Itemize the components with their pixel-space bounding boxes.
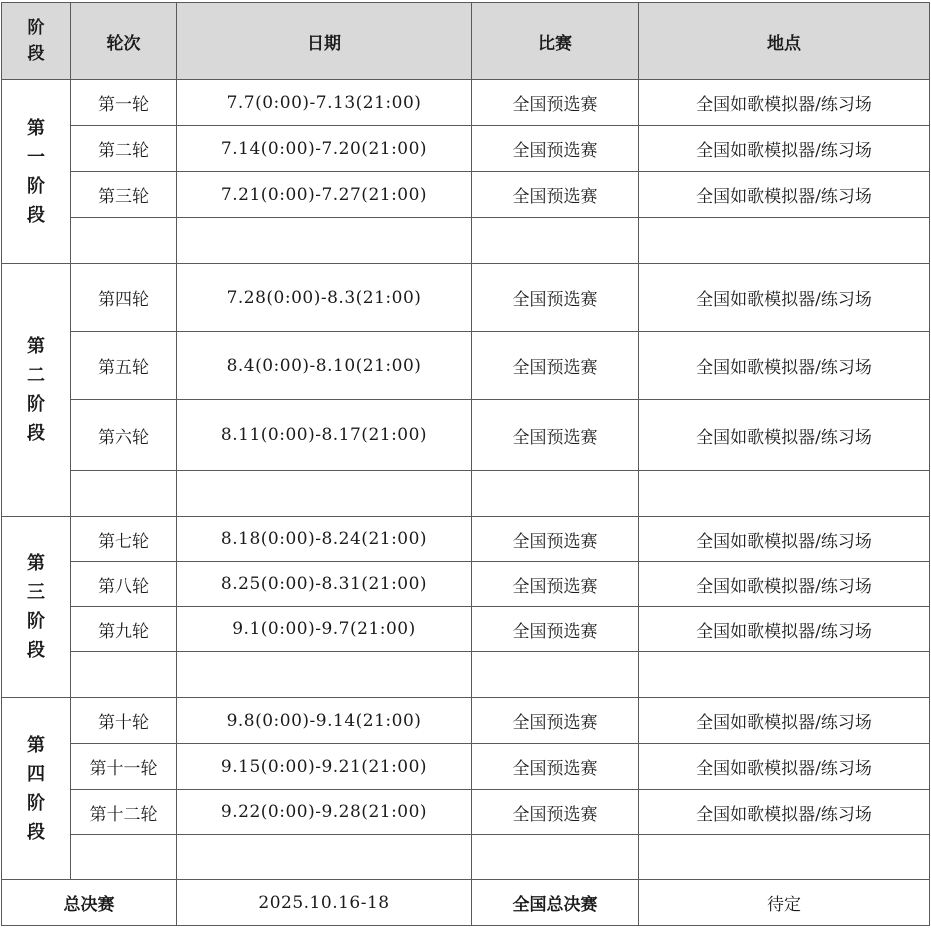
- empty-cell: [639, 218, 930, 264]
- header-match: 比赛: [472, 3, 639, 80]
- final-date: 2025.10.16-18: [177, 880, 472, 926]
- round-cell: 第五轮: [71, 332, 177, 400]
- stage-label: 第二阶段: [2, 264, 71, 517]
- venue-cell: 全国如歌模拟器/练习场: [639, 517, 930, 562]
- schedule-table: [1, 2, 930, 926]
- empty-cell: [71, 471, 177, 517]
- empty-cell: [177, 471, 472, 517]
- table-row: [2, 517, 930, 562]
- venue-cell: 全国如歌模拟器/练习场: [639, 332, 930, 400]
- table-row: [2, 607, 930, 652]
- match-cell: 全国预选赛: [472, 607, 639, 652]
- empty-row: [2, 652, 930, 698]
- final-row: [2, 880, 930, 926]
- stage-label: 第一阶段: [2, 80, 71, 264]
- round-cell: 第四轮: [71, 264, 177, 332]
- stage-label: 第三阶段: [2, 517, 71, 698]
- round-cell: 第九轮: [71, 607, 177, 652]
- date-cell: 8.4(0:00)-8.10(21:00): [177, 332, 472, 400]
- empty-row: [2, 835, 930, 880]
- final-label: 总决赛: [2, 880, 177, 926]
- venue-cell: 全国如歌模拟器/练习场: [639, 562, 930, 607]
- table-row: [2, 126, 930, 172]
- match-cell: 全国预选赛: [472, 562, 639, 607]
- round-cell: 第八轮: [71, 562, 177, 607]
- venue-cell: 全国如歌模拟器/练习场: [639, 264, 930, 332]
- date-cell: 9.22(0:00)-9.28(21:00): [177, 790, 472, 835]
- match-cell: 全国预选赛: [472, 698, 639, 744]
- date-cell: 9.8(0:00)-9.14(21:00): [177, 698, 472, 744]
- empty-cell: [472, 835, 639, 880]
- venue-cell: 全国如歌模拟器/练习场: [639, 744, 930, 790]
- header-venue: 地点: [639, 3, 930, 80]
- round-cell: 第六轮: [71, 400, 177, 471]
- empty-cell: [472, 218, 639, 264]
- date-cell: 7.14(0:00)-7.20(21:00): [177, 126, 472, 172]
- table-row: [2, 562, 930, 607]
- header-date: 日期: [177, 3, 472, 80]
- venue-cell: 全国如歌模拟器/练习场: [639, 172, 930, 218]
- round-cell: 第一轮: [71, 80, 177, 126]
- match-cell: 全国预选赛: [472, 126, 639, 172]
- venue-cell: 全国如歌模拟器/练习场: [639, 400, 930, 471]
- table-row: [2, 332, 930, 400]
- venue-cell: 全国如歌模拟器/练习场: [639, 607, 930, 652]
- empty-cell: [177, 218, 472, 264]
- round-cell: 第十一轮: [71, 744, 177, 790]
- match-cell: 全国预选赛: [472, 80, 639, 126]
- venue-cell: 全国如歌模拟器/练习场: [639, 790, 930, 835]
- table-row: [2, 790, 930, 835]
- date-cell: 9.15(0:00)-9.21(21:00): [177, 744, 472, 790]
- table-row: [2, 744, 930, 790]
- table-row: [2, 698, 930, 744]
- round-cell: 第三轮: [71, 172, 177, 218]
- round-cell: 第七轮: [71, 517, 177, 562]
- header-row: [2, 3, 930, 80]
- date-cell: 7.28(0:00)-8.3(21:00): [177, 264, 472, 332]
- round-cell: 第十二轮: [71, 790, 177, 835]
- empty-cell: [177, 652, 472, 698]
- empty-cell: [472, 652, 639, 698]
- date-cell: 8.18(0:00)-8.24(21:00): [177, 517, 472, 562]
- empty-cell: [71, 652, 177, 698]
- empty-row: [2, 471, 930, 517]
- final-venue: 待定: [639, 880, 930, 926]
- header-round: 轮次: [71, 3, 177, 80]
- final-match: 全国总决赛: [472, 880, 639, 926]
- date-cell: 9.1(0:00)-9.7(21:00): [177, 607, 472, 652]
- match-cell: 全国预选赛: [472, 744, 639, 790]
- venue-cell: 全国如歌模拟器/练习场: [639, 698, 930, 744]
- date-cell: 7.7(0:00)-7.13(21:00): [177, 80, 472, 126]
- match-cell: 全国预选赛: [472, 332, 639, 400]
- empty-cell: [71, 835, 177, 880]
- table-row: [2, 400, 930, 471]
- header-stage: 阶段: [2, 3, 71, 80]
- empty-cell: [639, 652, 930, 698]
- match-cell: 全国预选赛: [472, 172, 639, 218]
- table-row: [2, 80, 930, 126]
- table-row: [2, 264, 930, 332]
- venue-cell: 全国如歌模拟器/练习场: [639, 126, 930, 172]
- match-cell: 全国预选赛: [472, 517, 639, 562]
- match-cell: 全国预选赛: [472, 400, 639, 471]
- match-cell: 全国预选赛: [472, 264, 639, 332]
- empty-cell: [639, 471, 930, 517]
- date-cell: 8.11(0:00)-8.17(21:00): [177, 400, 472, 471]
- date-cell: 7.21(0:00)-7.27(21:00): [177, 172, 472, 218]
- stage-label: 第四阶段: [2, 698, 71, 880]
- venue-cell: 全国如歌模拟器/练习场: [639, 80, 930, 126]
- round-cell: 第十轮: [71, 698, 177, 744]
- empty-row: [2, 218, 930, 264]
- date-cell: 8.25(0:00)-8.31(21:00): [177, 562, 472, 607]
- table-row: [2, 172, 930, 218]
- empty-cell: [639, 835, 930, 880]
- round-cell: 第二轮: [71, 126, 177, 172]
- empty-cell: [71, 218, 177, 264]
- empty-cell: [472, 471, 639, 517]
- match-cell: 全国预选赛: [472, 790, 639, 835]
- empty-cell: [177, 835, 472, 880]
